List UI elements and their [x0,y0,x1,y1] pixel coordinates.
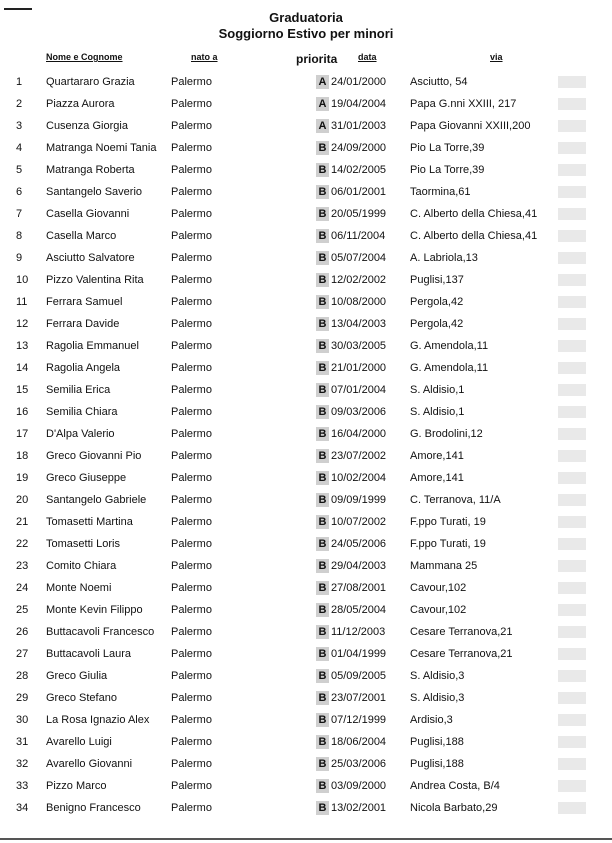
row-date: 20/05/1999 [331,208,387,220]
row-date: 13/04/2003 [331,318,387,330]
row-name: Buttacavoli Francesco [46,626,155,638]
row-date: 10/02/2004 [331,472,387,484]
row-blank-box [558,670,586,682]
row-number: 19 [16,472,29,484]
row-priority-badge: B [316,493,329,507]
row-birthplace: Palermo [171,76,212,88]
row-date: 16/04/2000 [331,428,387,440]
table-row [0,291,612,313]
header-name: Nome e Cognome [46,52,123,62]
row-address: Pergola,42 [410,296,464,308]
row-name: Avarello Giovanni [46,758,133,770]
row-priority-badge: B [316,339,329,353]
table-row [0,203,612,225]
row-name: Cusenza Giorgia [46,120,128,132]
row-name: La Rosa Ignazio Alex [46,714,150,726]
row-address: Mammana 25 [410,560,478,572]
row-priority-badge: B [316,647,329,661]
row-date: 24/01/2000 [331,76,387,88]
row-blank-box [558,428,586,440]
row-address: C. Alberto della Chiesa,41 [410,208,538,220]
row-date: 05/07/2004 [331,252,387,264]
row-priority-badge: B [316,581,329,595]
row-number: 6 [16,186,23,198]
table-row [0,775,612,797]
row-birthplace: Palermo [171,758,212,770]
header-priority: priorita [296,52,338,66]
row-birthplace: Palermo [171,582,212,594]
table-row [0,555,612,577]
row-address: C. Terranova, 11/A [410,494,501,506]
row-birthplace: Palermo [171,626,212,638]
row-name: Ferrara Samuel [46,296,123,308]
row-blank-box [558,626,586,638]
row-priority-badge: B [316,317,329,331]
row-address: Pergola,42 [410,318,464,330]
table-row [0,577,612,599]
row-birthplace: Palermo [171,208,212,220]
row-birthplace: Palermo [171,406,212,418]
row-address: S. Aldisio,1 [410,406,465,418]
row-priority-badge: B [316,405,329,419]
row-date: 25/03/2006 [331,758,387,770]
row-number: 3 [16,120,23,132]
table-row [0,665,612,687]
row-date: 07/01/2004 [331,384,387,396]
row-address: Puglisi,188 [410,758,464,770]
row-priority-badge: B [316,185,329,199]
row-blank-box [558,714,586,726]
row-blank-box [558,120,586,132]
row-blank-box [558,560,586,572]
row-address: Nicola Barbato,29 [410,802,498,814]
row-address: Taormina,61 [410,186,471,198]
row-priority-badge: B [316,449,329,463]
row-blank-box [558,76,586,88]
page-subtitle: Soggiorno Estivo per minori [218,26,394,41]
row-address: S. Aldisio,1 [410,384,465,396]
row-number: 13 [16,340,29,352]
table-row [0,247,612,269]
row-number: 25 [16,604,29,616]
row-address: S. Aldisio,3 [410,670,465,682]
table-row [0,445,612,467]
row-priority-badge: B [316,757,329,771]
row-number: 18 [16,450,29,462]
row-priority-badge: B [316,471,329,485]
row-blank-box [558,252,586,264]
row-date: 19/04/2004 [331,98,387,110]
row-number: 30 [16,714,29,726]
row-birthplace: Palermo [171,384,212,396]
row-address: Puglisi,188 [410,736,464,748]
row-priority-badge: B [316,559,329,573]
table-row [0,269,612,291]
row-blank-box [558,340,586,352]
row-date: 24/05/2006 [331,538,387,550]
row-address: Cavour,102 [410,582,467,594]
row-name: Santangelo Gabriele [46,494,147,506]
row-address: Papa G.nni XXIII, 217 [410,98,517,110]
row-priority-badge: B [316,427,329,441]
table-row [0,93,612,115]
row-name: Comito Chiara [46,560,117,572]
row-priority-badge: B [316,515,329,529]
row-number: 1 [16,76,23,88]
row-number: 15 [16,384,29,396]
row-name: Greco Giovanni Pio [46,450,142,462]
row-blank-box [558,318,586,330]
row-blank-box [558,164,586,176]
row-address: Amore,141 [410,450,464,462]
row-priority-badge: B [316,603,329,617]
row-date: 30/03/2005 [331,340,387,352]
row-priority-badge: B [316,361,329,375]
table-row [0,401,612,423]
row-priority-badge: B [316,273,329,287]
table-row [0,643,612,665]
row-date: 12/02/2002 [331,274,387,286]
row-name: Monte Noemi [46,582,112,594]
row-address: Pio La Torre,39 [410,164,485,176]
row-priority-badge: B [316,735,329,749]
row-address: G. Brodolini,12 [410,428,483,440]
row-address: F.ppo Turati, 19 [410,516,486,528]
row-name: Pizzo Marco [46,780,107,792]
row-blank-box [558,802,586,814]
row-priority-badge: B [316,669,329,683]
row-address: Pio La Torre,39 [410,142,485,154]
row-number: 33 [16,780,29,792]
row-address: F.ppo Turati, 19 [410,538,486,550]
row-blank-box [558,142,586,154]
row-number: 32 [16,758,29,770]
row-blank-box [558,494,586,506]
table-row [0,379,612,401]
row-name: Monte Kevin Filippo [46,604,143,616]
row-date: 03/09/2000 [331,780,387,792]
row-number: 4 [16,142,23,154]
row-number: 9 [16,252,23,264]
row-name: Greco Stefano [46,692,117,704]
row-blank-box [558,296,586,308]
row-name: Benigno Francesco [46,802,141,814]
row-address: Amore,141 [410,472,464,484]
row-blank-box [558,692,586,704]
row-date: 21/01/2000 [331,362,387,374]
row-name: Matranga Noemi Tania [46,142,157,154]
row-priority-badge: A [316,97,329,111]
table-row [0,313,612,335]
row-date: 09/09/1999 [331,494,387,506]
row-name: Ragolia Emmanuel [46,340,139,352]
row-number: 20 [16,494,29,506]
table-row [0,467,612,489]
row-date: 23/07/2001 [331,692,387,704]
row-birthplace: Palermo [171,450,212,462]
row-number: 11 [16,296,28,308]
row-name: Buttacavoli Laura [46,648,131,660]
row-name: Quartararo Grazia [46,76,135,88]
row-number: 23 [16,560,29,572]
row-priority-badge: B [316,713,329,727]
table-row [0,357,612,379]
row-birthplace: Palermo [171,714,212,726]
row-date: 28/05/2004 [331,604,387,616]
row-date: 27/08/2001 [331,582,387,594]
row-number: 22 [16,538,29,550]
row-date: 10/07/2002 [331,516,387,528]
row-date: 06/11/2004 [331,230,386,242]
row-address: Cesare Terranova,21 [410,626,513,638]
header-date: data [358,52,377,62]
row-birthplace: Palermo [171,648,212,660]
row-priority-badge: B [316,691,329,705]
row-priority-badge: B [316,779,329,793]
row-number: 14 [16,362,29,374]
row-name: Semilia Erica [46,384,111,396]
row-address: C. Alberto della Chiesa,41 [410,230,538,242]
row-priority-badge: A [316,119,329,133]
row-number: 29 [16,692,29,704]
row-name: Avarello Luigi [46,736,112,748]
row-address: Papa Giovanni XXIII,200 [410,120,531,132]
row-blank-box [558,758,586,770]
row-name: Casella Giovanni [46,208,130,220]
row-birthplace: Palermo [171,516,212,528]
row-birthplace: Palermo [171,164,212,176]
table-row [0,731,612,753]
table-row [0,709,612,731]
row-name: Pizzo Valentina Rita [46,274,144,286]
row-birthplace: Palermo [171,296,212,308]
table-row [0,489,612,511]
table-row [0,599,612,621]
row-priority-badge: B [316,801,329,815]
header-born: nato a [191,52,218,62]
row-birthplace: Palermo [171,142,212,154]
row-name: Asciutto Salvatore [46,252,135,264]
row-name: Piazza Aurora [46,98,115,110]
row-priority-badge: B [316,383,329,397]
table-row [0,137,612,159]
row-name: Ferrara Davide [46,318,120,330]
row-priority-badge: B [316,295,329,309]
table-row [0,423,612,445]
row-name: Greco Giulia [46,670,108,682]
row-birthplace: Palermo [171,98,212,110]
row-date: 11/12/2003 [331,626,386,638]
row-address: Cesare Terranova,21 [410,648,513,660]
table-row [0,115,612,137]
row-blank-box [558,186,586,198]
row-blank-box [558,604,586,616]
table-row [0,511,612,533]
table-row [0,181,612,203]
row-blank-box [558,384,586,396]
row-priority-badge: B [316,163,329,177]
row-address: S. Aldisio,3 [410,692,465,704]
row-number: 26 [16,626,29,638]
table-row [0,159,612,181]
table-row [0,753,612,775]
row-number: 7 [16,208,23,220]
row-blank-box [558,780,586,792]
row-number: 10 [16,274,29,286]
row-priority-badge: B [316,537,329,551]
row-number: 28 [16,670,29,682]
row-address: G. Amendola,11 [410,340,489,352]
row-blank-box [558,736,586,748]
row-number: 34 [16,802,29,814]
row-birthplace: Palermo [171,780,212,792]
row-date: 18/06/2004 [331,736,387,748]
row-name: Santangelo Saverio [46,186,143,198]
table-row [0,71,612,93]
row-date: 06/01/2001 [331,186,387,198]
table-row [0,533,612,555]
ranking-table [0,71,612,819]
row-birthplace: Palermo [171,340,212,352]
row-date: 24/09/2000 [331,142,387,154]
row-address: G. Amendola,11 [410,362,489,374]
row-birthplace: Palermo [171,604,212,616]
row-name: Greco Giuseppe [46,472,127,484]
row-number: 16 [16,406,29,418]
row-address: Cavour,102 [410,604,467,616]
row-number: 24 [16,582,29,594]
row-birthplace: Palermo [171,538,212,550]
row-address: Ardisio,3 [410,714,453,726]
row-blank-box [558,406,586,418]
table-row [0,687,612,709]
row-birthplace: Palermo [171,230,212,242]
row-birthplace: Palermo [171,274,212,286]
bottom-rule [0,838,612,840]
row-number: 17 [16,428,29,440]
row-name: Casella Marco [46,230,117,242]
row-birthplace: Palermo [171,120,212,132]
page-title: Graduatoria [269,10,343,25]
row-blank-box [558,98,586,110]
table-row [0,225,612,247]
row-date: 07/12/1999 [331,714,387,726]
row-number: 2 [16,98,23,110]
row-name: Tomasetti Martina [46,516,133,528]
row-number: 21 [16,516,29,528]
row-blank-box [558,362,586,374]
row-address: A. Labriola,13 [410,252,478,264]
row-date: 13/02/2001 [331,802,387,814]
row-blank-box [558,230,586,242]
row-blank-box [558,208,586,220]
row-priority-badge: B [316,229,329,243]
row-blank-box [558,648,586,660]
row-number: 5 [16,164,23,176]
row-birthplace: Palermo [171,472,212,484]
row-number: 12 [16,318,29,330]
row-birthplace: Palermo [171,692,212,704]
row-date: 23/07/2002 [331,450,387,462]
row-priority-badge: B [316,251,329,265]
row-date: 29/04/2003 [331,560,387,572]
header-via: via [490,52,503,62]
row-blank-box [558,450,586,462]
row-address: Andrea Costa, B/4 [410,780,500,792]
row-priority-badge: B [316,625,329,639]
row-address: Asciutto, 54 [410,76,468,88]
row-name: D'Alpa Valerio [46,428,115,440]
row-number: 8 [16,230,23,242]
row-birthplace: Palermo [171,252,212,264]
row-blank-box [558,582,586,594]
row-date: 10/08/2000 [331,296,387,308]
row-birthplace: Palermo [171,318,212,330]
row-date: 05/09/2005 [331,670,387,682]
row-blank-box [558,538,586,550]
row-name: Matranga Roberta [46,164,135,176]
row-number: 27 [16,648,29,660]
table-row [0,797,612,819]
row-address: Puglisi,137 [410,274,464,286]
row-birthplace: Palermo [171,186,212,198]
table-row [0,335,612,357]
row-number: 31 [16,736,29,748]
row-birthplace: Palermo [171,362,212,374]
row-birthplace: Palermo [171,736,212,748]
row-name: Ragolia Angela [46,362,121,374]
row-date: 31/01/2003 [331,120,387,132]
row-birthplace: Palermo [171,560,212,572]
row-birthplace: Palermo [171,494,212,506]
row-birthplace: Palermo [171,802,212,814]
row-birthplace: Palermo [171,670,212,682]
row-blank-box [558,472,586,484]
row-date: 01/04/1999 [331,648,387,660]
row-date: 09/03/2006 [331,406,387,418]
row-priority-badge: A [316,75,329,89]
row-priority-badge: B [316,141,329,155]
row-name: Tomasetti Loris [46,538,120,550]
row-priority-badge: B [316,207,329,221]
row-name: Semilia Chiara [46,406,118,418]
row-blank-box [558,516,586,528]
row-birthplace: Palermo [171,428,212,440]
row-blank-box [558,274,586,286]
table-row [0,621,612,643]
row-date: 14/02/2005 [331,164,387,176]
